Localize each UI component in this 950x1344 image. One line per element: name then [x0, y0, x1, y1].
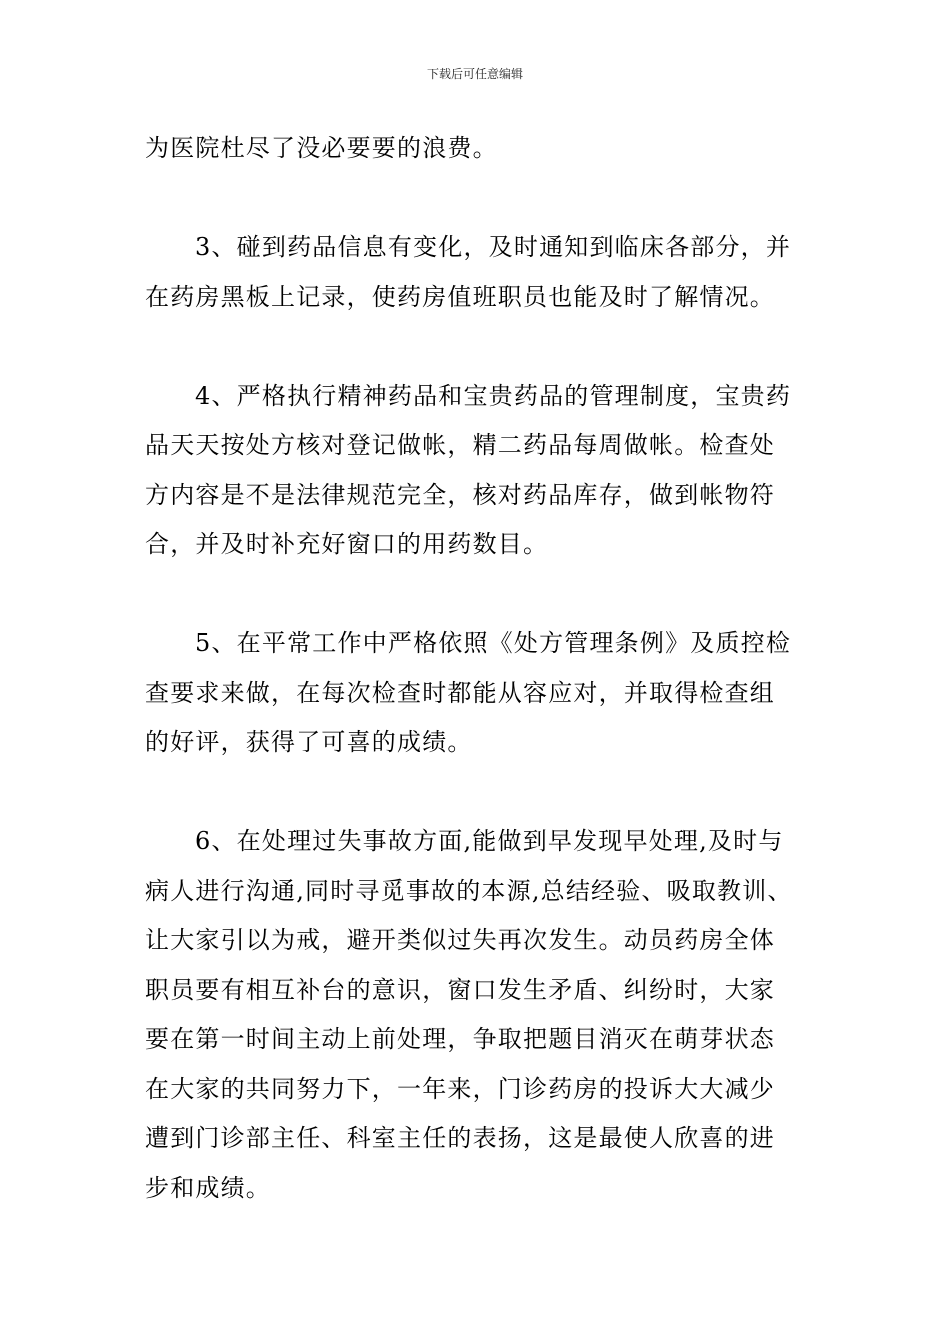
text-line: 为医院杜尽了没必要要的浪费。	[145, 134, 498, 162]
paragraph-gap	[145, 322, 815, 372]
text-line: 4、严格执行精神药品和宝贵药品的管理制度，宝贵药	[195, 381, 792, 410]
text-line: 在大家的共同努力下，一年来，门诊药房的投诉大大减少	[145, 1074, 775, 1103]
text-line: 合，并及时补充好窗口的用药数目。	[145, 530, 549, 558]
text-line: 病人进行沟通,同时寻觅事故的本源,总结经验、吸取教训、	[145, 876, 793, 905]
text-line: 职员要有相互补台的意识，窗口发生矛盾、纠纷时，大家	[145, 975, 775, 1004]
text-line: 查要求来做，在每次检查时都能从容应对，并取得检查组	[145, 678, 775, 707]
text-line: 步和成绩。	[145, 1173, 271, 1202]
paragraph-item-3	[145, 223, 815, 322]
paragraph-item-5	[145, 619, 815, 768]
paragraph-item-4	[145, 372, 815, 570]
text-line: 6、在处理过失事故方面,能做到早发现早处理,及时与	[195, 827, 784, 855]
text-line: 品天天按处方核对登记做帐，精二药品每周做帐。检查处	[145, 431, 775, 459]
text-line: 遭到门诊部主任、科室主任的表扬，这是最使人欣喜的进	[145, 1124, 775, 1152]
paragraph-gap	[145, 570, 815, 620]
text-line: 3、碰到药品信息有变化，及时通知到临床各部分，并	[195, 233, 792, 261]
paragraph-continuation	[145, 124, 815, 174]
text-line: 的好评，获得了可喜的成绩。	[145, 728, 473, 756]
text-line: 要在第一时间主动上前处理，争取把题目消灭在萌芽状态	[145, 1025, 775, 1053]
paragraph-item-6	[145, 817, 815, 1213]
text-line: 方内容是不是法律规范完全，核对药品库存，做到帐物符	[145, 480, 775, 509]
text-line: 在药房黑板上记录，使药房值班职员也能及时了解情况。	[145, 282, 775, 311]
document-body	[145, 124, 815, 1213]
paragraph-gap	[145, 174, 815, 224]
text-line: 让大家引以为戒，避开类似过失再次发生。动员药房全体	[145, 926, 775, 954]
page-header: 下载后可任意编辑	[426, 67, 523, 81]
paragraph-gap	[145, 768, 815, 818]
text-line: 5、在平常工作中严格依照《处方管理条例》及质控检	[195, 629, 792, 657]
